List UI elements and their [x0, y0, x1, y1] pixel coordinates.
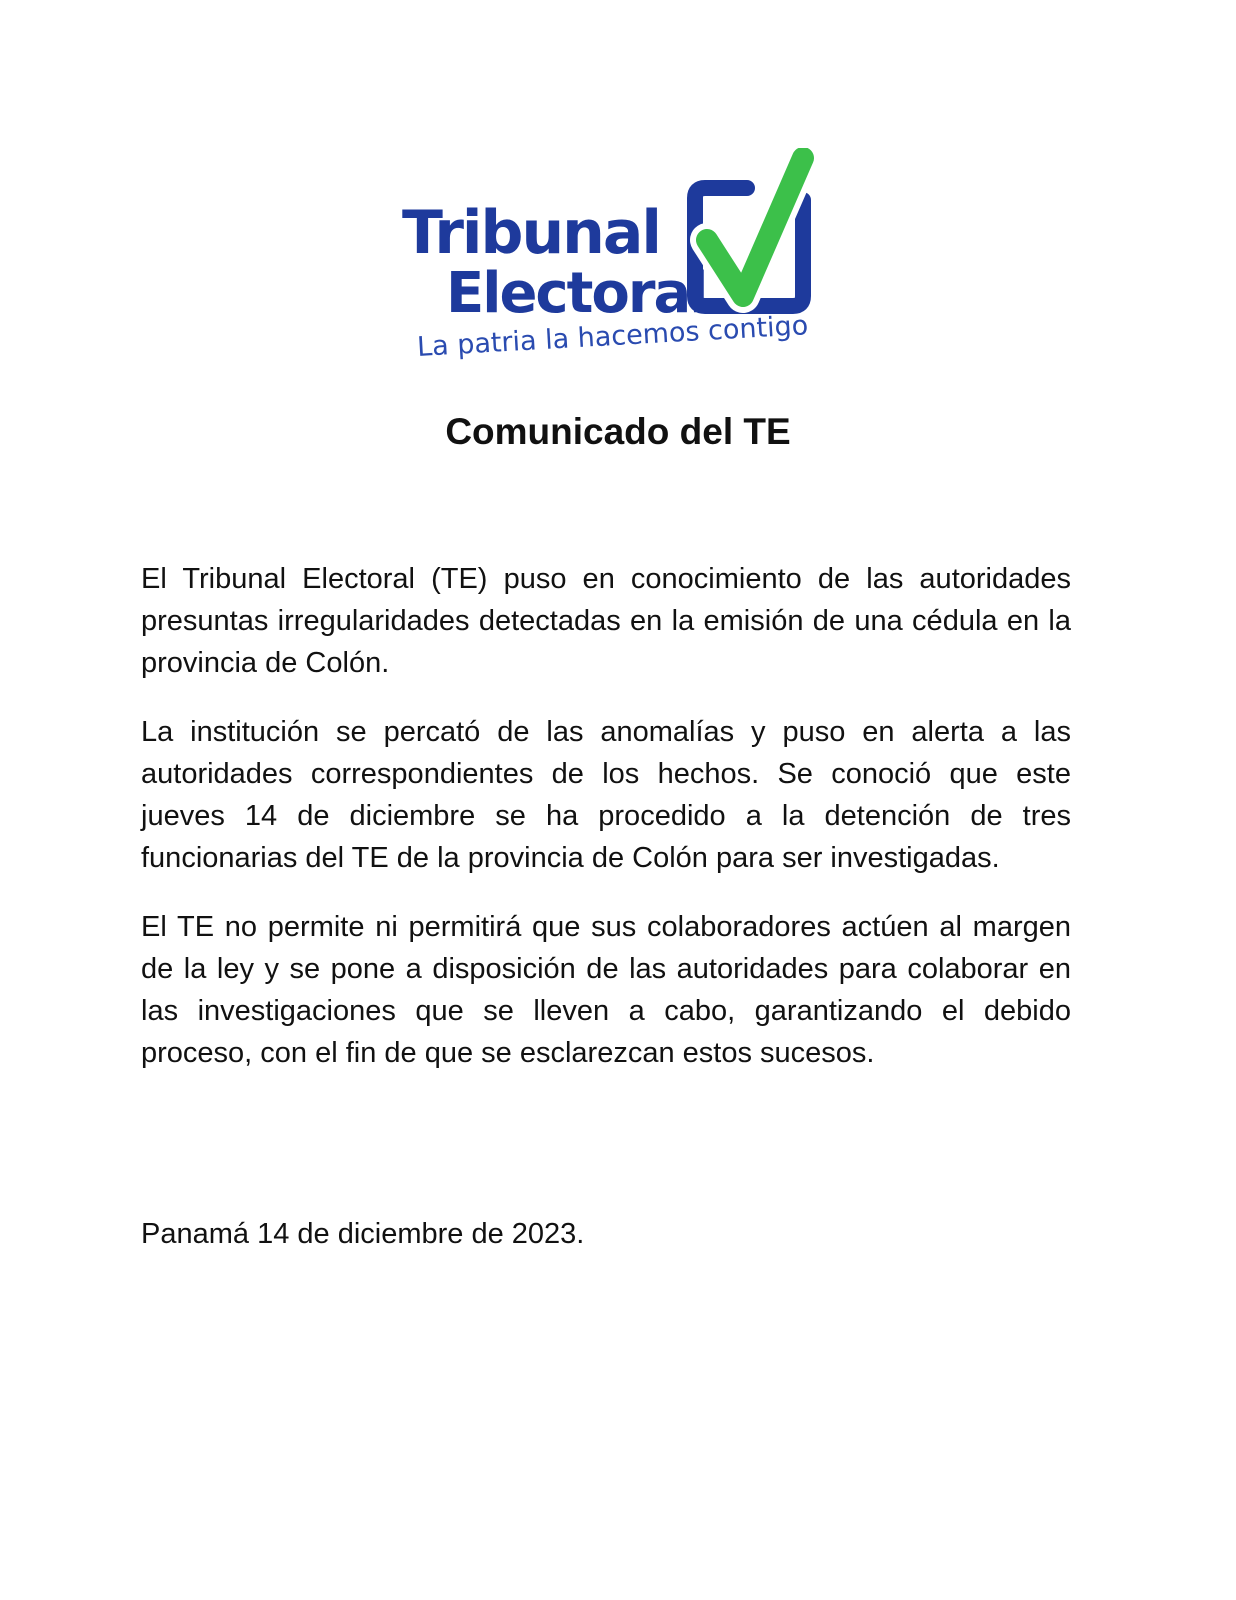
date-line: Panamá 14 de diciembre de 2023.: [141, 1218, 585, 1250]
communique-body: [141, 558, 1071, 1101]
logo-word-tribunal: Tribunal: [402, 198, 660, 268]
tribunal-electoral-logo: [400, 148, 820, 378]
paragraph: El Tribunal Electoral (TE) puso en conocimiento de las autoridades presuntas irregularidades detectadas en la emisión de una cédula en la provincia de Colón.: [141, 563, 1071, 679]
logo-tagline: La patria la hacemos contigo: [416, 310, 809, 363]
logo-word-electoral: Electoral: [446, 261, 707, 326]
paragraph: La institución se percató de las anomalías y puso en alerta a las autoridades correspondientes de los hechos. Se conoció que este jueves 14 de diciembre se ha procedido a la detención de tres funcionarias del TE de la provincia de Colón para ser investigadas.: [141, 716, 1071, 874]
checkmark-in-box-icon: [685, 148, 815, 318]
paragraph: El TE no permite ni permitirá que sus colaboradores actúen al margen de la ley y se pone a disposición de las autoridades para colaborar en las investigaciones que se lleven a cabo, garantizando el debido proceso, con el fin de que se esclarezcan estos sucesos.: [141, 911, 1071, 1069]
document-title: Comunicado del TE: [445, 411, 791, 452]
